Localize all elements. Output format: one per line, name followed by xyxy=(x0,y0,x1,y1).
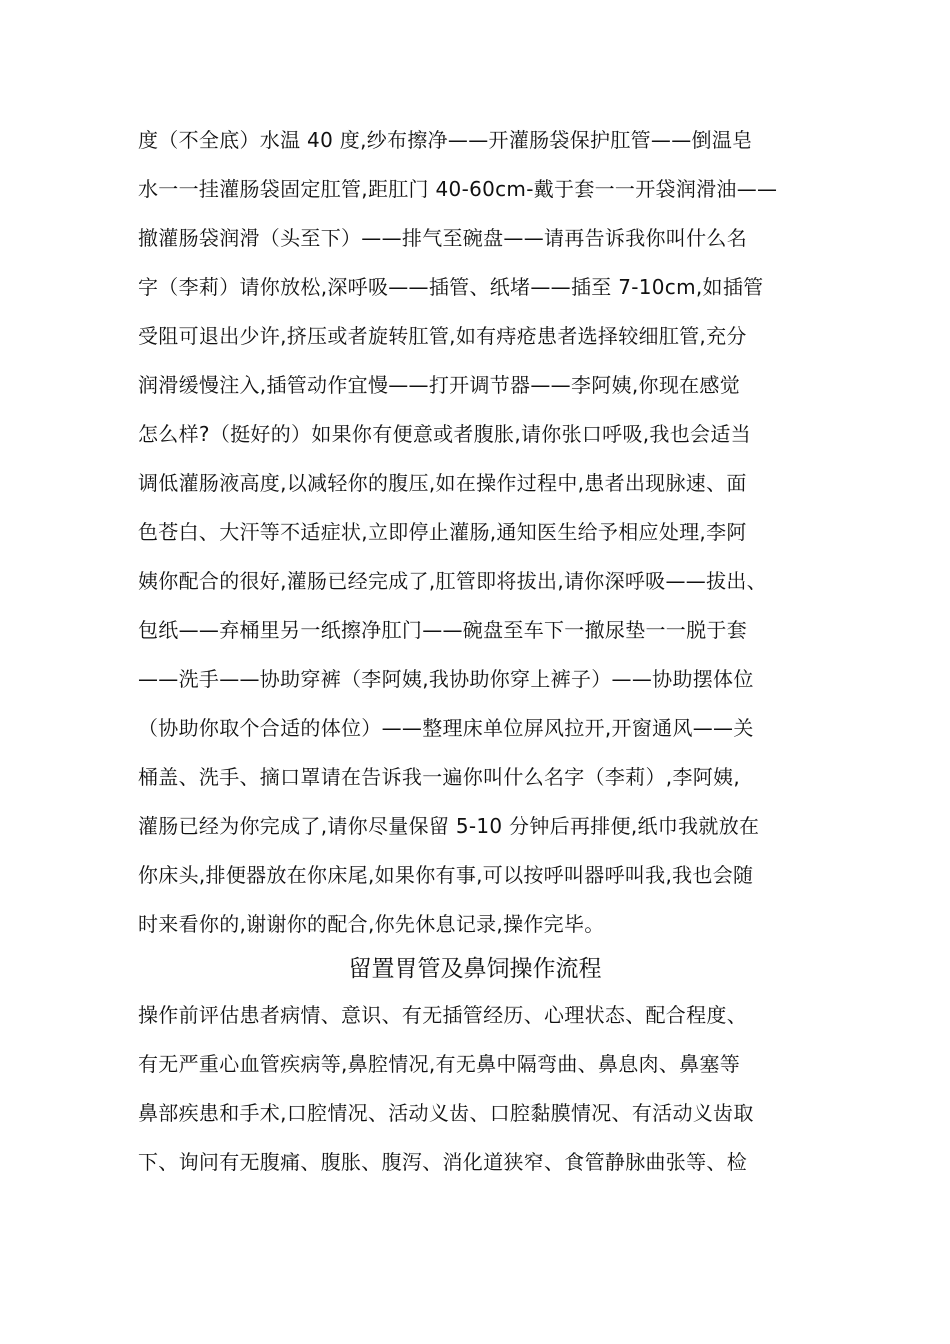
text-line: 下、询问有无腹痛、腹胀、腹泻、消化道狭窄、食管静脉曲张等、检 xyxy=(138,1150,747,1174)
text-line: ——洗手——协助穿裤（李阿姨,我协助你穿上裤子）——协助摆体位 xyxy=(138,667,754,691)
text-line: 时来看你的,谢谢你的配合,你先休息记录,操作完毕。 xyxy=(138,912,605,936)
text-line: 你床头,排便器放在你床尾,如果你有事,可以按呼叫器呼叫我,我也会随 xyxy=(138,863,754,887)
text-line: 水一一挂灌肠袋固定肛管,距肛门 40-60cm-戴于套一一开袋润滑油—— xyxy=(138,177,778,201)
text-line: 包纸——弃桶里另一纸擦净肛门——碗盘至车下一撤尿垫一一脱于套 xyxy=(138,618,747,642)
text-line: 有无严重心血管疾病等,鼻腔情况,有无鼻中隔弯曲、鼻息肉、鼻塞等 xyxy=(138,1052,741,1076)
text-line: 度（不全底）水温 40 度,纱布擦净——开灌肠袋保护肛管——倒温皂 xyxy=(138,128,753,152)
section-heading: 留置胃管及鼻饲操作流程 xyxy=(348,956,602,982)
text-line: 撤灌肠袋润滑（头至下）——排气至碗盘——请再告诉我你叫什么名 xyxy=(138,226,747,250)
text-line: 字（李莉）请你放松,深呼吸——插管、纸堵——插至 7-10cm,如插管 xyxy=(138,275,764,299)
text-line: 灌肠已经为你完成了,请你尽量保留 5-10 分钟后再排便,纸巾我就放在 xyxy=(138,814,760,838)
text-line: 受阻可退出少许,挤压或者旋转肛管,如有痔疮患者选择较细肛管,充分 xyxy=(138,324,747,348)
text-line: 润滑缓慢注入,插管动作宜慢——打开调节器——李阿姨,你现在感觉 xyxy=(138,373,741,397)
text-line: 姨你配合的很好,灌肠已经完成了,肛管即将拔出,请你深呼吸——拔出、 xyxy=(138,569,767,593)
text-line: （协助你取个合适的体位）——整理床单位屏风拉开,开窗通风——关 xyxy=(138,716,754,740)
text-line: 桶盖、洗手、摘口罩请在告诉我一遍你叫什么名字（李莉）,李阿姨, xyxy=(138,765,741,789)
text-line: 鼻部疾患和手术,口腔情况、活动义齿、口腔黏膜情况、有活动义齿取 xyxy=(138,1101,754,1125)
text-line: 怎么样?（挺好的）如果你有便意或者腹胀,请你张口呼吸,我也会适当 xyxy=(138,422,751,446)
text-line: 色苍白、大汗等不适症状,立即停止灌肠,通知医生给予相应处理,李阿 xyxy=(138,520,747,544)
text-line: 调低灌肠液高度,以减轻你的腹压,如在操作过程中,患者出现脉速、面 xyxy=(138,471,747,495)
text-line: 操作前评估患者病情、意识、有无插管经历、心理状态、配合程度、 xyxy=(138,1003,747,1027)
